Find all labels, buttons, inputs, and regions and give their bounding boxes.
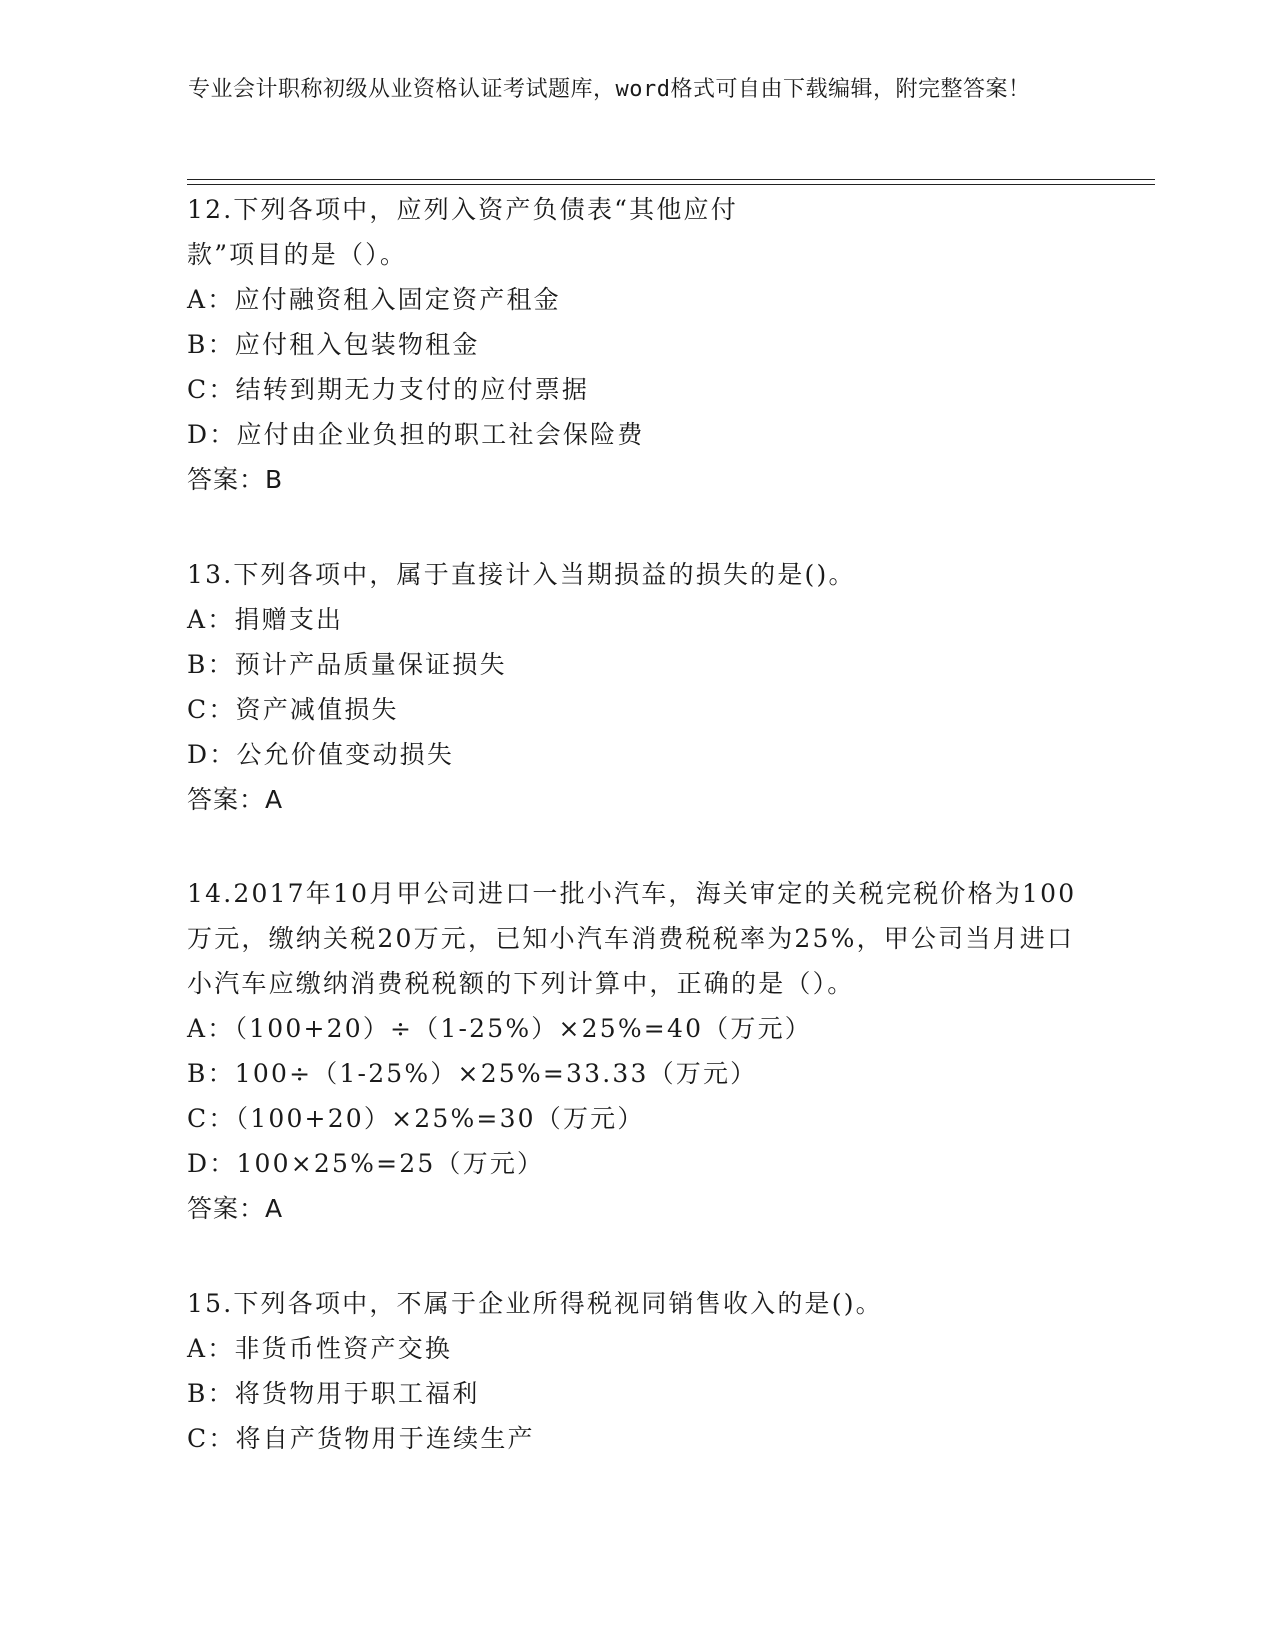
question-stem: 15.下列各项中，不属于企业所得税视同销售收入的是()。 (187, 1289, 883, 1318)
document-header-note: 专业会计职称初级从业资格认证考试题库，word格式可自由下载编辑，附完整答案！ (188, 77, 1031, 102)
question-option: A：应付融资租入固定资产租金 (187, 285, 561, 314)
question-option: C：结转到期无力支付的应付票据 (187, 375, 590, 404)
question-option: C：将自产货物用于连续生产 (187, 1424, 535, 1453)
question-block (187, 871, 1087, 1231)
question-block (187, 187, 1087, 502)
question-option: A：非货币性资产交换 (187, 1334, 453, 1363)
header-divider-line (187, 184, 1155, 185)
question-stem: 13.下列各项中，属于直接计入当期损益的损失的是()。 (187, 560, 856, 589)
question-option: B：预计产品质量保证损失 (187, 650, 507, 679)
question-option: B：100÷（1-25%）×25%=33.33（万元） (187, 1059, 758, 1088)
question-answer: 答案：A (187, 1194, 284, 1223)
question-block (187, 552, 1087, 822)
question-block (187, 1281, 1087, 1461)
question-option: B：应付租入包装物租金 (187, 330, 480, 359)
question-option: B：将货物用于职工福利 (187, 1379, 480, 1408)
question-option: C：（100+20）×25%=30（万元） (187, 1104, 645, 1133)
question-option: A：捐赠支出 (187, 605, 344, 634)
question-answer: 答案：A (187, 785, 284, 814)
question-option: D：公允价值变动损失 (187, 740, 455, 769)
question-option: D：应付由企业负担的职工社会保险费 (187, 420, 645, 449)
question-option: D：100×25%=25（万元） (187, 1149, 545, 1178)
header-divider-line (187, 179, 1155, 180)
question-option: A：（100+20）÷（1-25%）×25%=40（万元） (187, 1014, 812, 1043)
question-stem: 14.2017年10月甲公司进口一批小汽车，海关审定的关税完税价格为100万元，缴纳关税20万元，已知小汽车消费税税率为25%，甲公司当月进口小汽车应缴纳消费税税额的下列计算中，正确的是（）。 (187, 879, 1077, 998)
question-option: C：资产减值损失 (187, 695, 399, 724)
question-answer: 答案：B (187, 465, 284, 494)
question-stem: 12.下列各项中，应列入资产负债表“其他应付款”项目的是（）。 (187, 195, 738, 269)
